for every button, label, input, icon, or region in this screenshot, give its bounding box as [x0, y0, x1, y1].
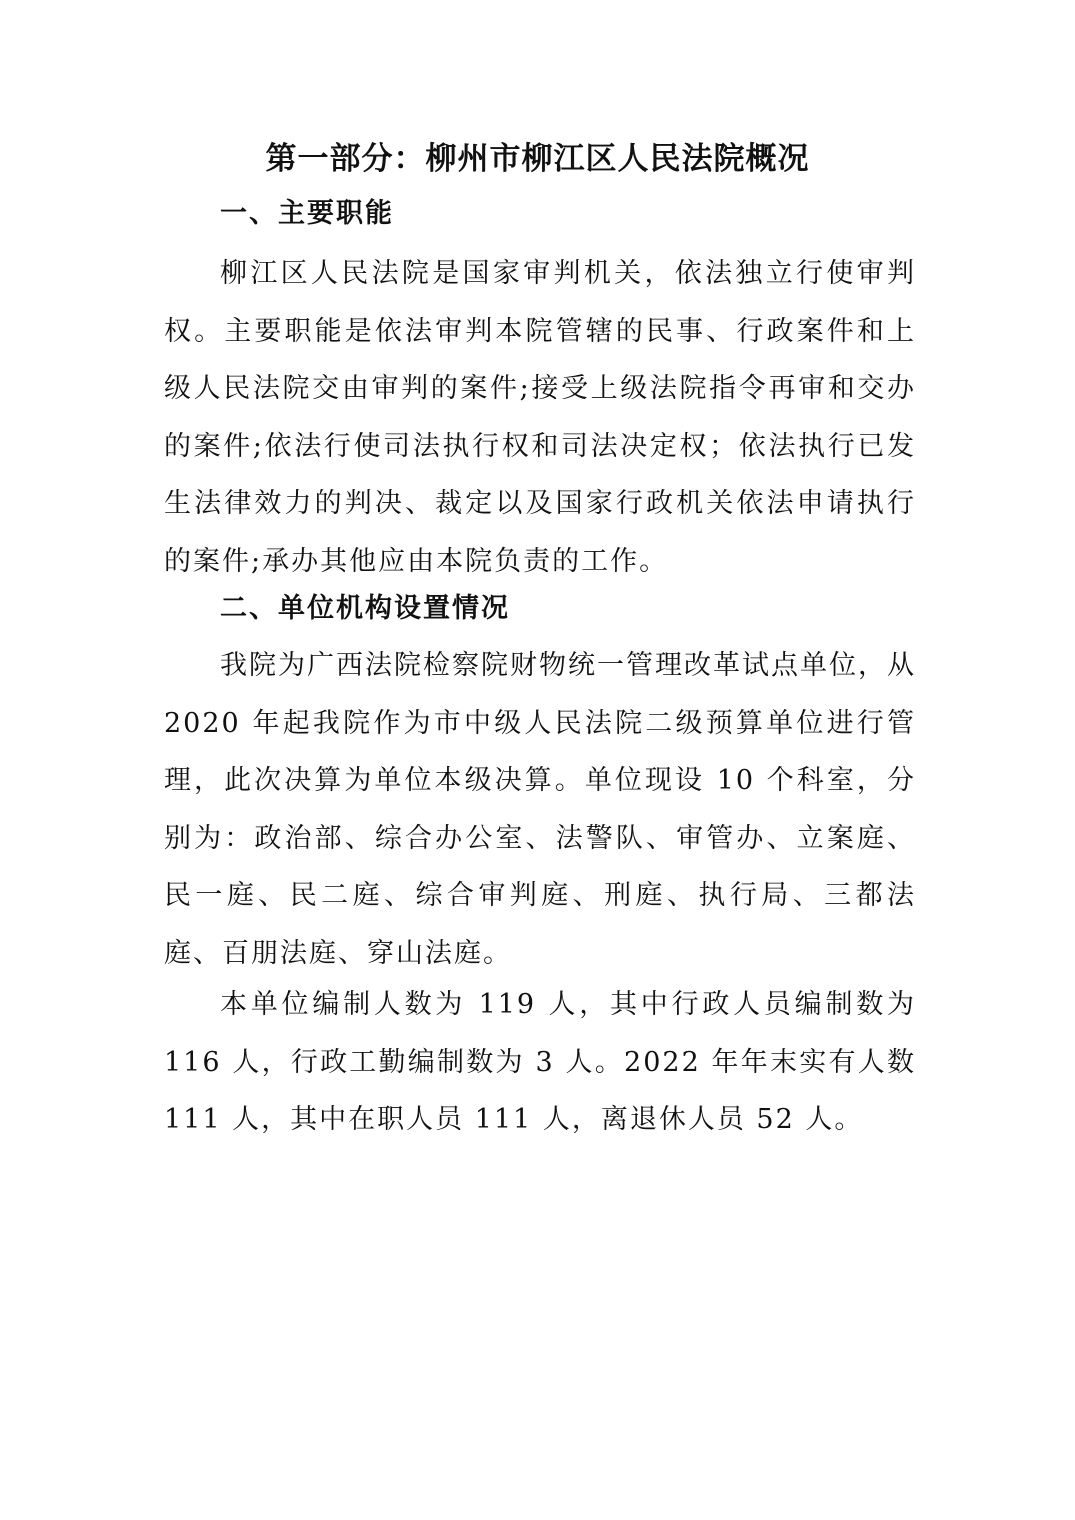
paragraph-main-functions: 柳江区人民法院是国家审判机关，依法独立行使审判权。主要职能是依法审判本院管辖的民事、行政案件和上级人民法院交由审判的案件;接受上级法院指令再审和交办的案件;依法行使司法执行权和司法决定权；依法执行已发生法律效力的判决、裁定以及国家行政机关依法申请执行的案件;承办其他应由本院负责的工作。 — [164, 258, 916, 577]
section-heading-main-functions: 一、主要职能 — [220, 198, 394, 229]
paragraph-staffing: 本单位编制人数为 119 人，其中行政人员编制数为 116 人，行政工勤编制数为 3 人。2022 年年末实有人数 111 人，其中在职人员 111 人，离退休人员 52 人。 — [164, 989, 916, 1135]
paragraph-org-structure: 我院为广西法院检察院财物统一管理改革试点单位，从 2020 年起我院作为市中级人民法院二级预算单位进行管理，此次决算为单位本级决算。单位现设 10 个科室，分别为：政治部、综合办公室、法警队、审管办、立案庭、民一庭、民二庭、综合审判庭、刑庭、执行局、三都法庭、百朋法庭、穿山法庭。 — [164, 650, 916, 969]
section-heading-org-structure: 二、单位机构设置情况 — [220, 593, 510, 624]
page-title: 第一部分：柳州市柳江区人民法院概况 — [265, 141, 810, 177]
